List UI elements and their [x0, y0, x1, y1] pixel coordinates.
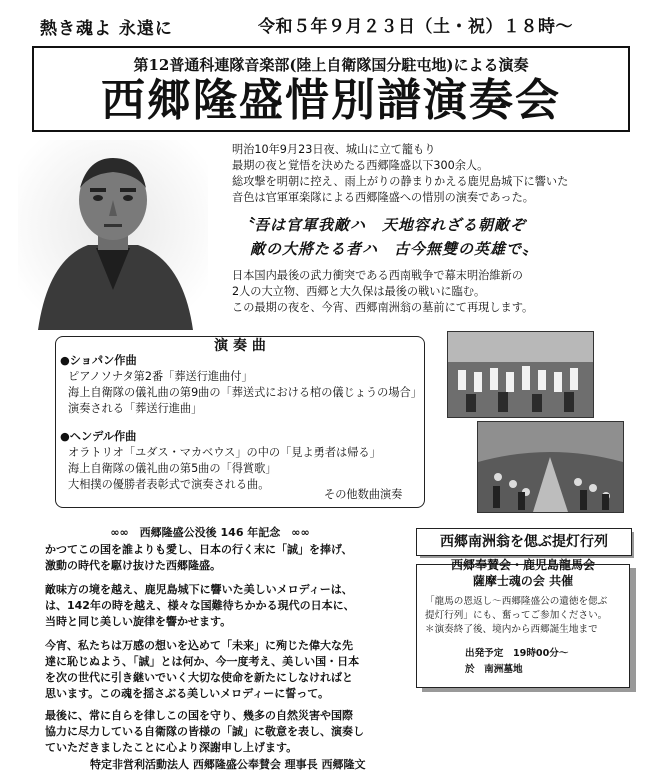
lantern-photo-illustration: [478, 422, 623, 512]
body-p4-line-2: 協力に尽力している自衛隊の皆様の「誠」に敬意を表し、演奏し: [45, 725, 364, 738]
lantern-hosts: [417, 557, 629, 589]
lantern-host-2: 薩摩士魂の会 共催: [472, 574, 574, 588]
title-box: [32, 46, 630, 132]
body-p3-line-2: 達に恥じぬよう、「誠」とは何か、今一度考え、美しい国・日本: [45, 655, 360, 668]
intro2-line-3: この最期の夜を、今宵、西郷南洲翁の墓前にて再現します。: [232, 301, 534, 314]
lantern-host-1: 西郷奉賛会・鹿児島龍馬会: [450, 558, 595, 572]
memorial-heading: ∞∞ 西郷隆盛公没後 146 年記念 ∞∞: [110, 526, 310, 539]
band-photo-illustration: [448, 332, 593, 417]
poem-line-2: 敵の大將たる者ハ 古今無雙の英雄で〟: [250, 240, 539, 258]
lantern-desc-2: 提灯行列」にも、奮ってご参加ください。: [425, 610, 608, 621]
intro2-line-2: 2人の大立物、西郷と大久保は最後の戦いに臨む。: [232, 285, 486, 298]
intro-line-3: 総攻撃を明朝に控え、雨上がりの静まりかえる鹿児島城下に響いた: [232, 175, 569, 188]
handel-item-3: 大相撲の優勝者表彰式で演奏される曲。: [68, 478, 270, 491]
body-p2-line-1: 敵味方の境を越え、鹿児島城下に響いた美しいメロディーは、: [45, 583, 353, 596]
lantern-departure: 出発予定 19時00分～: [465, 648, 569, 659]
handel-item-2: 海上自衛隊の儀礼曲の第5曲の「得賞歌」: [68, 462, 277, 475]
lantern-desc-3: ＊演奏終了後、境内から西郷誕生地まで: [425, 624, 598, 635]
body-p2-line-2: は、142年の時を越え、様々な国難待ちかかる現代の日本に、: [45, 599, 355, 612]
body-p4-line-1: 最後に、常に自らを律しこの国を守り、幾多の自然災害や国際: [45, 709, 353, 722]
program-header: 演 奏 曲: [214, 338, 266, 354]
body-p3-line-3: を次の世代に引き継いでいく大切な使命を新たにしなければと: [45, 671, 353, 684]
poem-line-1: 〝吾は官軍我敵ハ 天地容れざる朝敵ぞ: [238, 216, 527, 234]
program-box: [55, 336, 425, 508]
chopin-heading: ●ショパン作曲: [60, 354, 137, 367]
portrait-image: [18, 140, 208, 330]
event-title: 西郷隆盛惜別譜演奏会: [101, 75, 561, 126]
body-p4-line-3: ていただきましたことに心より深謝申し上げます。: [45, 741, 298, 754]
portrait-illustration: [18, 140, 208, 330]
intro-line-4: 音色は官軍軍楽隊による西郷隆盛への惜別の演奏であった。: [232, 191, 534, 204]
lantern-procession-box: [416, 528, 638, 688]
band-photo: [447, 331, 594, 418]
lantern-place: 於 南洲墓地: [465, 664, 523, 675]
intro-line-1: 明治10年9月23日夜、城山に立て籠もり: [232, 143, 436, 156]
lantern-title: 西郷南洲翁を偲ぶ提灯行列: [416, 528, 632, 556]
body-p3-line-1: 今宵、私たちは万感の想いを込めて「未来」に殉じた偉大な先: [45, 639, 353, 652]
event-subtitle: 第12普通科連隊音楽部(陸上自衛隊国分駐屯地)による演奏: [133, 56, 529, 74]
event-date: 令和５年９月２３日（土・祝）１８時～: [258, 17, 573, 37]
lantern-inner: [416, 558, 630, 688]
chopin-item-3: 演奏される「葬送行進曲」: [68, 402, 203, 415]
footer-signature: 特定非営利活動法人 西郷隆盛公奉賛会 理事長 西郷隆文: [90, 758, 366, 771]
body-p1-line-2: 激動の時代を駆け抜けた西郷隆盛。: [45, 559, 221, 572]
body-p2-line-3: 当時と同じ美しい旋律を響かせます。: [45, 615, 232, 628]
intro-line-2: 最期の夜と覚悟を決めたる西郷隆盛以下300余人。: [232, 159, 489, 172]
lantern-photo: [477, 421, 624, 513]
lantern-desc-1: 「龍馬の恩返し～西郷隆盛公の遺徳を偲ぶ: [425, 596, 608, 607]
handel-item-1: オラトリオ「ユダス・マカベウス」の中の「見よ勇者は帰る」: [68, 446, 381, 459]
intro2-line-1: 日本国内最後の武力衝突である西南戦争で幕末明治維新の: [232, 269, 523, 282]
body-p1-line-1: かつてこの国を誰よりも愛し、日本の行く末に「誠」を捧げ、: [45, 543, 353, 556]
chopin-item-1: ピアノソナタ第2番「葬送行進曲付」: [68, 370, 253, 383]
body-p3-line-4: 思います。この魂を揺さぶる美しいメロディーに誓って。: [45, 687, 330, 700]
handel-heading: ●ヘンデル作曲: [60, 430, 137, 443]
other-pieces: その他数曲演奏: [324, 488, 403, 501]
top-slogan: 熱き魂よ 永遠に: [40, 19, 173, 39]
chopin-item-2: 海上自衛隊の儀礼曲の第9曲の「葬送式における棺の儀じょうの場合」: [68, 386, 422, 399]
